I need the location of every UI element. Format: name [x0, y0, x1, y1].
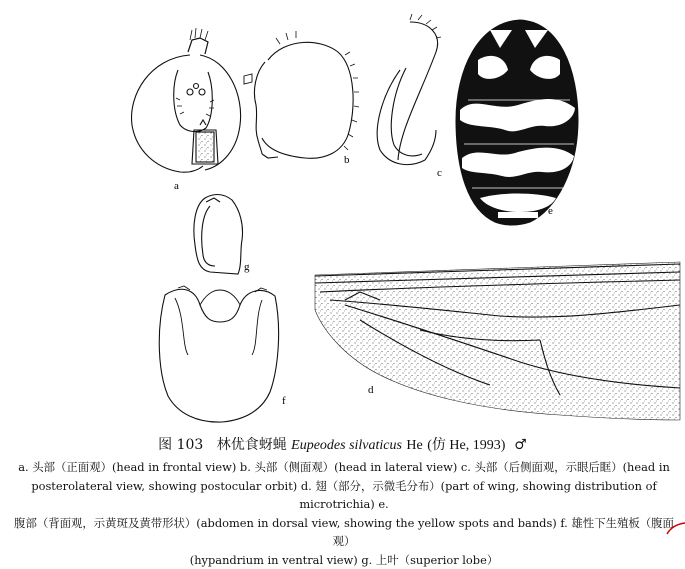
panel-label-f: f: [282, 395, 286, 407]
panel-label-b: b: [344, 154, 350, 166]
caption-line: 腹部（背面观，示黄斑及黄带形状）(abdomen in dorsal view, showing the yellow spots and bands) f. 雄性下生殖板（腹面观）: [8, 514, 680, 551]
male-symbol-icon: ♂: [514, 437, 527, 453]
caption-line: posterolateral view, showing postocular orbit) d. 翅（部分，示微毛分布）(part of wing, showing distribution of microtrichia) e.: [8, 477, 680, 514]
panel-f-hypandrium-ventral: [159, 286, 278, 422]
caption-line: a. 头部（正面观）(head in frontal view) b. 头部（侧面观）(head in lateral view) c. 头部（后侧面观，示眼后眶）(head in: [8, 458, 680, 477]
panel-label-a: a: [174, 180, 179, 192]
figure-number: 图 103: [158, 437, 203, 453]
corner-red-mark: [665, 519, 685, 535]
panel-b-head-lateral: [244, 31, 359, 158]
panel-label-e: e: [548, 205, 553, 217]
species-name-zh: 林优食蚜蝇: [217, 437, 287, 453]
figure-caption-title: [0, 434, 685, 454]
caption-line: (hypandrium in ventral view) g. 上叶（superior lobe）: [8, 551, 680, 569]
panel-label-c: c: [437, 167, 442, 179]
panel-e-abdomen-dorsal: [456, 20, 578, 225]
figure-caption-body: [8, 458, 680, 569]
figure-reference: (仿 He, 1993): [427, 438, 505, 453]
panel-d-wing-microtrichia: [315, 262, 680, 420]
panel-label-d: d: [368, 384, 374, 396]
species-name-latin: Eupeodes silvaticus: [291, 438, 402, 453]
panel-g-superior-lobe: [194, 195, 243, 275]
panel-a-head-frontal: [132, 28, 241, 172]
panel-c-head-posterolateral: [377, 14, 441, 165]
panel-label-g: g: [244, 261, 250, 273]
species-author: He: [406, 438, 422, 453]
